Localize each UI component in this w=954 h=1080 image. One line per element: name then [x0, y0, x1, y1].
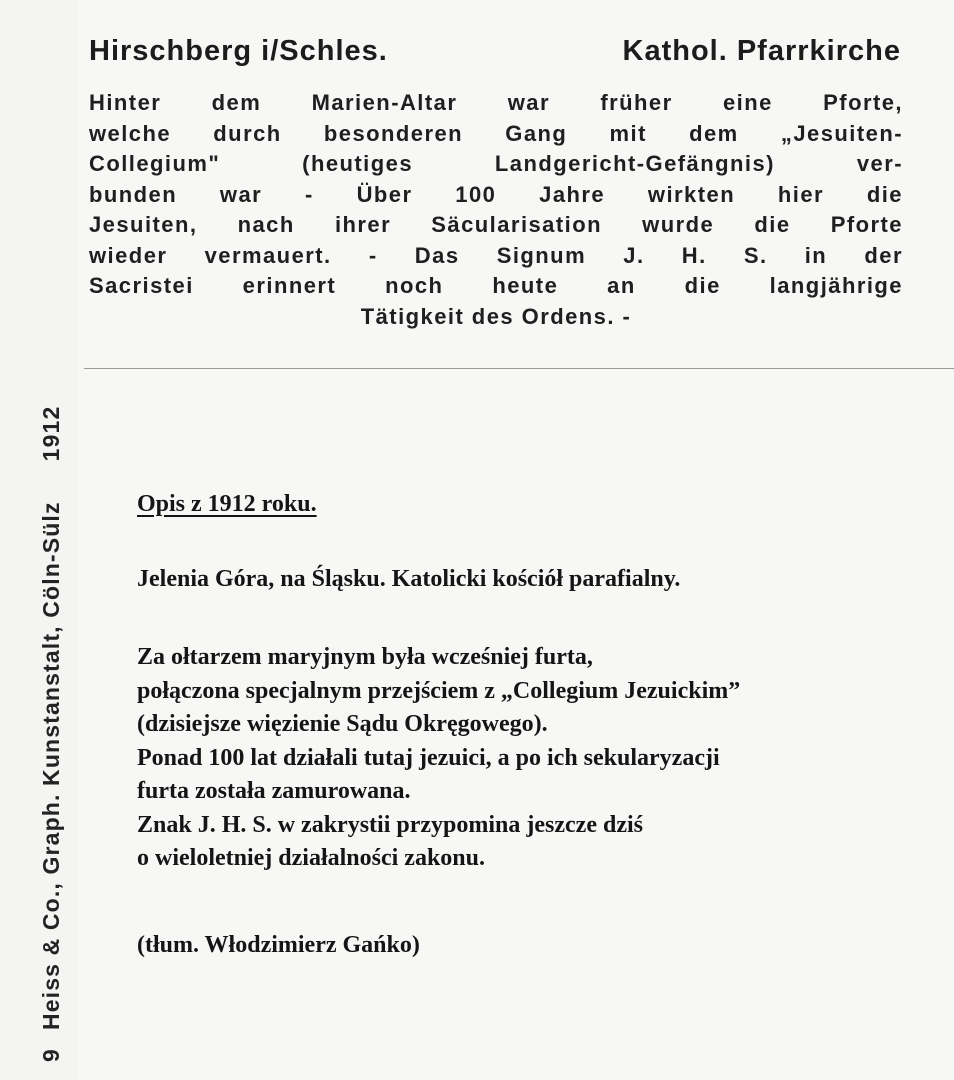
german-line: welche durch besonderen Gang mit dem „Jesuiten-	[89, 120, 903, 146]
imprint-publisher: Heiss & Co., Graph. Kunstanstalt, Cöln-Sülz	[38, 501, 64, 1031]
german-line: Jesuiten, nach ihrer Säcularisation wurde die Pforte	[89, 212, 903, 237]
polish-line: o wieloletniej działalności zakonu.	[137, 845, 485, 871]
german-title-church: Kathol. Pfarrkirche	[622, 35, 901, 67]
translator-credit: (tłum. Włodzimierz Gańko)	[137, 932, 420, 958]
polish-title: Jelenia Góra, na Śląsku. Katolicki kościół parafialny.	[137, 566, 681, 592]
polish-line: (dzisiejsze więzienie Sądu Okręgowego).	[137, 711, 548, 737]
polish-heading: Opis z 1912 roku.	[137, 491, 317, 517]
german-line: Collegium" (heutiges Landgericht-Gefängnis) ver-	[89, 151, 903, 176]
german-line: Tätigkeit des Ordens. -	[360, 303, 632, 329]
polish-translation	[137, 641, 740, 876]
german-description	[89, 88, 903, 332]
imprint-number: 9	[38, 1048, 64, 1062]
polish-line: furta została zamurowana.	[137, 778, 411, 804]
imprint-year: 1912	[38, 405, 64, 462]
polish-line: Ponad 100 lat działali tutaj jezuici, a po ich sekularyzacji	[137, 744, 720, 771]
polish-line: Za ołtarzem maryjnym była wcześniej furta,	[137, 644, 593, 670]
german-line: wieder vermauert. - Das Signum J. H. S. in der	[89, 242, 903, 268]
imprint-strip	[0, 0, 78, 1080]
german-line: Hinter dem Marien-Altar war früher eine Pforte,	[89, 90, 903, 115]
german-title	[89, 31, 901, 71]
publisher-imprint	[40, 406, 63, 1062]
polish-line: Znak J. H. S. w zakrystii przypomina jeszcze dziś	[137, 811, 643, 838]
german-line: Sacristei erinnert noch heute an die langjährige	[89, 273, 903, 298]
german-line: bunden war - Über 100 Jahre wirkten hier die	[89, 181, 903, 207]
german-title-place: Hirschberg i/Schles.	[89, 35, 388, 67]
section-divider	[84, 368, 954, 369]
polish-line: połączona specjalnym przejściem z „Collegium Jezuickim”	[137, 677, 741, 704]
